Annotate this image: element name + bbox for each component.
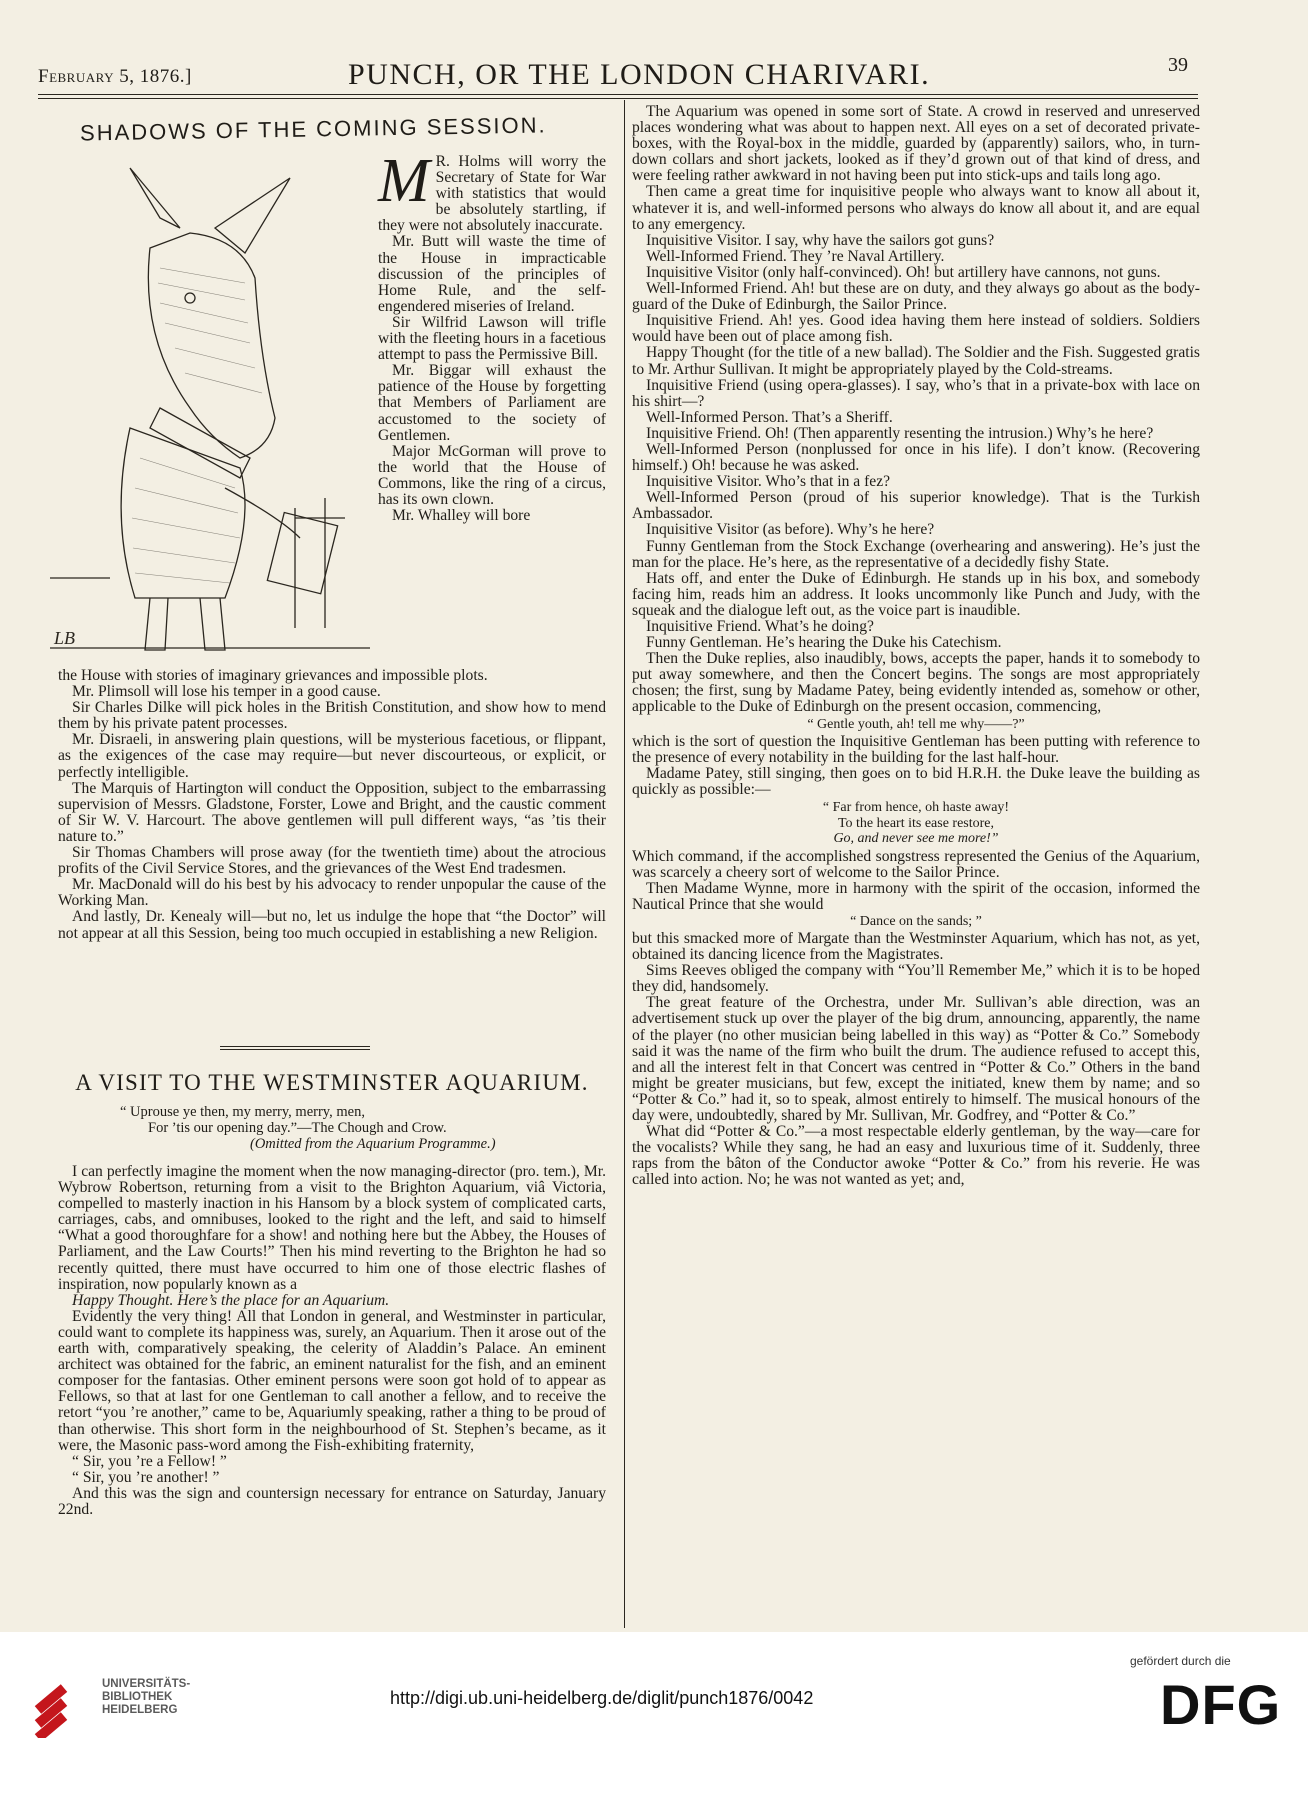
funding-label: gefördert durch die [1130, 1654, 1231, 1668]
right-p-a11: Well-Informed Person (nonplussed for once in his life). I don’t know. (Recovering himself.) Oh! because he was asked. [632, 440, 1200, 475]
shadows-body-p5: Sir Thomas Chambers will prose away (for the twentieth time) about the atrocious profits of the Civil Service Stores, and the grievances of the West End tradesmen. [58, 844, 606, 878]
right-p-a9: Well-Informed Person. That’s a Sheriff. [646, 408, 893, 426]
visit-body-p4: “ Sir, you ’re another! ” [72, 1468, 220, 1486]
shadows-intro-p4: Major McGorman will prove to the world that the House of Commons, like the ring of a circus, has its own clown. [378, 442, 606, 508]
library-name [102, 1678, 190, 1717]
right-p-b0: which is the sort of question the Inquisitive Gentleman has been putting with reference to the presence of every notability in the building for the last half-hour. [632, 732, 1200, 766]
song-quote-2 [632, 800, 1200, 847]
right-column [632, 104, 1200, 1189]
song-quote-2-line-3: Go, and never see me more!” [833, 831, 999, 847]
donkey-eye [185, 293, 195, 303]
right-p-a19: Then the Duke replies, also inaudibly, bows, accepts the paper, hands it to somebody to put away somewhere, and then the Concert begins. The songs are most appropriately chosen; the first, sung by Madame Patey, being evidently intended as, somehow or other, applicable to the Duke of Edinburgh on the present occasion, commencing, [632, 650, 1200, 716]
header-rule [38, 98, 1198, 99]
page-number: 39 [1168, 54, 1188, 76]
issue-date: February 5, 1876.] [38, 66, 192, 87]
right-p-d0: but this smacked more of Margate than the Westminster Aquarium, which has not, as yet, obtained its dancing licence from the Magistrates. [632, 930, 1200, 964]
visit-body-p3: “ Sir, you ’re a Fellow! ” [72, 1452, 227, 1470]
epigraph-line-3: (Omitted from the Aquarium Programme.) [250, 1136, 496, 1152]
epigraph-line-2: For ’tis our opening day.”—The Chough and Crow. [148, 1120, 447, 1136]
right-p-a5: Well-Informed Friend. Ah! but these are on duty, and they always go about as the body-guard of the Duke of Edinburgh, the Sailor Prince. [632, 280, 1200, 314]
donkey-papers [267, 513, 337, 594]
donkey-leg-left [145, 598, 168, 650]
song-quote-2-line-2: To the heart its ease restore, [837, 815, 995, 831]
university-library-logo [30, 1678, 191, 1743]
right-p-a8: Inquisitive Friend (using opera-glasses). I say, who’s that in a private-box with lace on his shirt—? [632, 376, 1200, 410]
song-quote-1: “ Gentle youth, ah! tell me why——?” [807, 716, 1025, 732]
shadows-intro [378, 147, 606, 525]
song-quote-3: “ Dance on the sands; ” [850, 913, 982, 929]
donkey-leg-right [200, 598, 225, 650]
donkey-right-ear [215, 178, 290, 253]
column-rule [624, 100, 625, 1628]
shadows-body-p7: And lastly, Dr. Kenealy will—but no, let us indulge the hope that “the Doctor” will not appear at all this Session, being too much occupied in establishing a new Religion. [58, 908, 606, 942]
visit-body-p2: Evidently the very thing! All that London in general, and Westminster in particular, could want to complete its happiness was, surely, an Aquarium. Then it arose out of the earth with, comparatively speaking, the celerity of Aladdin’s Palace. An eminent architect was obtained for the fabric, an eminent naturalist for the fish, and an eminent composer for the fantasias. Other eminent persons were soon got hold of to appear as Fellows, so that at last for one Gentleman to call another a fellow, and to receive the retort “you ’re another,” came to be, Aquariumly speaking, rather a thing to be proud of than otherwise. This short form in the neighbourhood of St. Stephen’s became, as it were, the Masonic pass-word among the Fish-exhibiting fraternity, [58, 1307, 606, 1454]
epigraph-line-1: “ Uprouse ye then, my merry, merry, men, [120, 1104, 365, 1120]
library-mark-icon [30, 1678, 90, 1738]
right-p-a6: Inquisitive Friend. Ah! yes. Good idea having them here instead of soldiers. Soldiers would have been out of place among fish. [632, 312, 1200, 346]
shadows-intro-p2: Sir Wilfrid Lawson will trifle with the fleeting hours in a facetious attempt to pass the Permissive Bill. [378, 313, 606, 364]
library-name-line-3: HEIDELBERG [102, 1704, 178, 1716]
visit-body-p5: And this was the sign and countersign necessary for entrance on Saturday, January 22nd. [58, 1484, 606, 1518]
shadows-intro-p1: Mr. Butt will waste the time of the House in impracticable discussion of the principles of Home Rule, and the self-engendered miseries of Ireland. [378, 233, 606, 315]
donkey-collar [150, 408, 250, 478]
visit-title: A VISIT TO THE WESTMINSTER AQUARIUM. [75, 1070, 589, 1095]
right-p-b1: Madame Patey, still singing, then goes on to bid H.R.H. the Duke leave the building as quickly as possible:— [632, 764, 1200, 798]
shadows-body-p2: Sir Charles Dilke will pick holes in the British Constitution, and show how to mend them by his private patent processes. [58, 699, 606, 733]
permalink-url[interactable]: http://digi.ub.uni-heidelberg.de/diglit/punch1876/0042 [390, 1688, 814, 1708]
shadows-intro-p0: M R. Holms will worry the Secretary of State for War with statistics that would be absolutely startling, if they were not absolutely inaccurate. [378, 147, 606, 235]
donkey-illustration [40, 158, 378, 663]
right-p-a12: Inquisitive Visitor. Who’s that in a fez? [646, 473, 891, 491]
song-quote-2-line-1: “ Far from hence, oh haste away! [822, 800, 1010, 816]
donkey-coat [121, 428, 245, 598]
visit-body-p0: I can perfectly imagine the moment when the now managing-director (pro. tem.), Mr. Wybrow Robertson, returning from a visit to the Brighton Aquarium, viâ Victoria, compelled to masterly inaction in his Hansom by a block system of complicated carts, carriages, cabs, and omnibuses, looked to the right and the left, and said to himself “What a good thoroughfare for a show! and nothing here but the Abbey, the Houses of Parliament, and the Law Courts!” Then his mind reverting to the Brighton he had so recently quitted, there must have occurred to him one of those electric flashes of inspiration, now popularly known as a [58, 1163, 606, 1293]
right-p-a0: The Aquarium was opened in some sort of State. A crowd in reserved and unreserved places wondering what was about to happen next. All eyes on a set of decorated private-boxes, with the Royal-box in the middle, guarded by (apparently) sailors, who, in turn-down collars and short jackets, looked as if they’d grown out of that kind of dress, and were feeling rather awkward in not having been put into stick-ups and tails long ago. [632, 103, 1200, 185]
right-p-a16: Hats off, and enter the Duke of Edinburgh. He stands up in his box, and somebody facing him, reads him an address. It looks uncommonly like Punch and Judy, with the squeak and the dialogue left out, as the voice part is inaudible. [632, 569, 1200, 619]
right-p-a7: Happy Thought (for the title of a new ballad). The Soldier and the Fish. Suggested gratis to Mr. Arthur Sullivan. It might be appropriately played by the Cold-streams. [632, 344, 1200, 378]
shadows-body-p1: Mr. Plimsoll will lose his temper in a good cause. [72, 683, 381, 701]
visit-body [58, 1164, 606, 1518]
right-p-a2: Inquisitive Visitor. I say, why have the sailors got guns? [646, 231, 995, 249]
right-p-a17: Inquisitive Friend. What’s he doing? [646, 618, 874, 635]
shadows-body-p3: Mr. Disraeli, in answering plain questions, will be mysterious facetious, or flippant, as the exigences of the case may require—but never discourteous, or explicit, or perfectly intelligible. [58, 731, 606, 781]
right-p-a14: Inquisitive Visitor (as before). Why’s he here? [646, 521, 935, 539]
visit-body-p1: Happy Thought. Here’s the place for an Aquarium. [72, 1291, 390, 1309]
right-p-d3: What did “Potter & Co.”—a most respectable elderly gentleman, by the way—care for the vocalists? While they sang, he had an easy and luxurious time of it. Suddenly, three raps from the bâton of the Conductor awoke “Potter & Co.” from his reverie. He was called into action. No; he was not wanted as yet; and, [632, 1123, 1200, 1189]
library-name-line-1: UNIVERSITÄTS- [102, 1678, 191, 1690]
shadows-body-p0: the House with stories of imaginary grievances and impossible plots. [58, 667, 488, 684]
shadows-intro-p3: Mr. Biggar will exhaust the patience of the House by forgetting that Members of Parliament are accustomed to the society of Gentlemen. [378, 362, 606, 444]
right-p-a4: Inquisitive Visitor (only half-convinced). Oh! but artillery have cannons, not guns. [646, 263, 1161, 281]
illustration-signature: LB [54, 628, 76, 648]
right-p-d1: Sims Reeves obliged the company with “You’ll Remember Me,” which it is to be hoped they did, handsomely. [632, 962, 1200, 996]
dfg-logo: DFG [1160, 1673, 1282, 1736]
donkey-head [148, 233, 275, 458]
page-header [38, 54, 1198, 95]
right-p-d2: The great feature of the Orchestra, under Mr. Sullivan’s able direction, was an advertisement stuck up over the player of the big drum, announcing, apparently, the name of the player (no other musician being labelled in this way) as “Potter & Co.” Somebody said it was the name of the firm who built the drum. The audience refused to accept this, and all the interest felt in that Concert was centred in “Potter & Co.” Others in the band might be greater musicians, but few, except the initiated, knew them by name; and so “Potter & Co.” had it, so to speak, almost entirely to himself. The musical honours of the day were, undoubtedly, shared by Mr. Sullivan, Mr. Godfrey, and “Potter & Co.” [632, 994, 1200, 1125]
shadows-body-p6: Mr. MacDonald will do his best by his advocacy to render unpopular the cause of the Working Man. [58, 876, 606, 910]
drop-cap-m: M [378, 147, 430, 215]
donkey-left-ear [130, 168, 180, 228]
masthead-title: PUNCH, OR THE LONDON CHARIVARI. [348, 58, 931, 91]
right-p-a15: Funny Gentleman from the Stock Exchange (overhearing and answering). He’s just the man for the place. He’s here, as the representative of a decidedly fishy State. [632, 537, 1200, 571]
right-p-a13: Well-Informed Person (proud of his superior knowledge). That is the Turkish Ambassador. [632, 489, 1200, 523]
library-name-line-2: BIBLIOTHEK [102, 1691, 173, 1703]
shadows-intro-p5: Mr. Whalley will bore [392, 507, 531, 525]
right-p-c1: Then Madame Wynne, more in harmony with the spirit of the occasion, informed the Nautical Prince that she would [632, 879, 1200, 913]
shadows-body [58, 668, 606, 942]
digitization-footer [0, 1632, 1308, 1799]
right-p-a3: Well-Informed Friend. They ’re Naval Artillery. [646, 247, 945, 265]
right-p-a10: Inquisitive Friend. Oh! (Then apparently resenting the intrusion.) Why’s he here? [646, 424, 1154, 442]
right-p-a18: Funny Gentleman. He’s hearing the Duke his Catechism. [646, 634, 1002, 652]
right-p-c0: Which command, if the accomplished songstress represented the Genius of the Aquarium, was scarcely a cheery sort of welcome to the Sailor Prince. [632, 847, 1200, 881]
section-divider [220, 1046, 370, 1050]
shadows-title: SHADOWS OF THE COMING SESSION. [79, 112, 547, 146]
visit-epigraph [120, 1104, 560, 1152]
right-p-a1: Then came a great time for inquisitive people who always want to know all about it, whatever it is, and well-informed persons who always do know all about it, and are equal to any emergency. [632, 183, 1200, 233]
shadows-body-p4: The Marquis of Hartington will conduct the Opposition, subject to the embarrassing supervision of Messrs. Gladstone, Forster, Lowe and Bright, and the caustic comment of Sir W. V. Harcourt. The above gentlemen will pull different ways, “as ’tis their nature to.” [58, 779, 606, 845]
